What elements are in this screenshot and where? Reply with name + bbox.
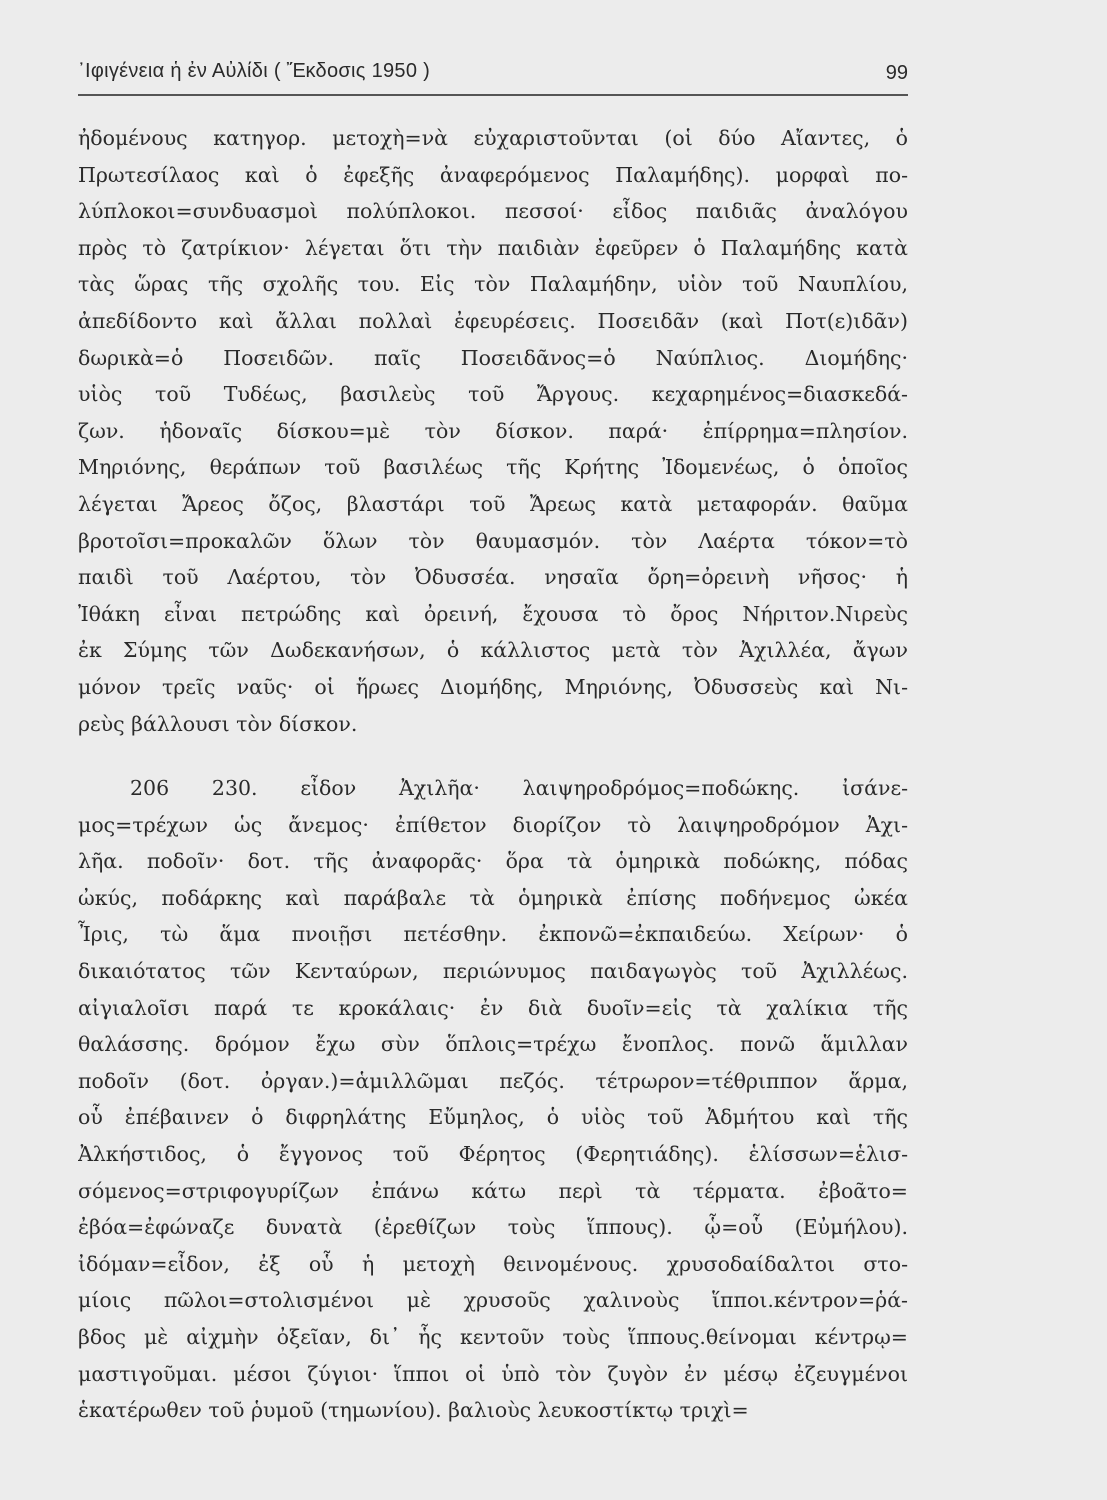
text-line: Μηριόνης, θεράπων τοῦ βασιλέως τῆς Κρήτης Ἰδομενέως, ὁ ὁποῖος bbox=[78, 455, 908, 480]
text-line: ποδοῖν (δοτ. ὀργαν.)=ἁμιλλῶμαι πεζός. τέτρωρον=τέθριππον ἅρμα, bbox=[78, 1068, 908, 1093]
text-line: λῆα. ποδοῖν· δοτ. τῆς ἀναφορᾶς· ὅρα τὰ ὁμηρικὰ ποδώκης, πόδας bbox=[78, 849, 908, 874]
text-line: Ἶρις, τὼ ἅμα πνοιῇσι πετέσθην. ἐκπονῶ=ἐκπαιδεύω. Χείρων· ὁ bbox=[78, 922, 908, 947]
text-line: τὰς ὥρας τῆς σχολῆς του. Εἰς τὸν Παλαμήδην, υἱὸν τοῦ Ναυπλίου, bbox=[78, 272, 908, 297]
text-line: ὠκύς, ποδάρκης καὶ παράβαλε τὰ ὁμηρικὰ ἐπίσης ποδήνεμος ὠκέα bbox=[78, 885, 908, 910]
text-line: Ἰθάκη εἶναι πετρώδης καὶ ὀρεινή, ἔχουσα τὸ ὄρος Νήριτον.Νιρεὺς bbox=[78, 601, 908, 626]
text-line: αἰγιαλοῖσι παρά τε κροκάλαις· ἐν διὰ δυοῖν=εἰς τὰ χαλίκια τῆς bbox=[78, 995, 908, 1020]
text-line: θαλάσσης. δρόμον ἔχω σὺν ὅπλοις=τρέχω ἔνοπλος. πονῶ ἅμιλλαν bbox=[78, 1032, 908, 1057]
text-line: βροτοῖσι=προκαλῶν ὅλων τὸν θαυμασμόν. τὸν Λαέρτα τόκον=τὸ bbox=[78, 528, 908, 553]
text-line: Πρωτεσίλαος καὶ ὁ ἐφεξῆς ἀναφερόμενος Παλαμήδης). μορφαὶ πο- bbox=[78, 162, 908, 187]
text-line: πρὸς τὸ ζατρίκιον· λέγεται ὅτι τὴν παιδιὰν ἐφεῦρεν ὁ Παλαμήδης κατὰ bbox=[78, 235, 908, 260]
running-header bbox=[78, 58, 908, 90]
text-line: λέγεται Ἄρεος ὄζος, βλαστάρι τοῦ Ἄρεως κατὰ μεταφοράν. θαῦμα bbox=[78, 491, 908, 516]
text-line: δωρικὰ=ὁ Ποσειδῶν. παῖς Ποσειδᾶνος=ὁ Ναύπλιος. Διομήδης· bbox=[78, 345, 908, 370]
text-line: παιδὶ τοῦ Λαέρτου, τὸν Ὀδυσσέα. νησαῖα ὄρη=ὀρεινὴ νῆσος· ἡ bbox=[78, 565, 908, 590]
text-line: σόμενος=στριφογυρίζων ἐπάνω κάτω περὶ τὰ τέρματα. ἐβοᾶτο= bbox=[78, 1178, 908, 1203]
commentary-paragraph-2 bbox=[78, 770, 908, 1429]
text-line: μος=τρέχων ὡς ἄνεμος· ἐπίθετον διορίζον τὸ λαιψηροδρόμον Ἀχι- bbox=[78, 812, 908, 837]
text-line: ἐβόα=ἐφώναζε δυνατὰ (ἐρεθίζων τοὺς ἵππους). ᾧ=οὗ (Εὐμήλου). bbox=[78, 1215, 908, 1240]
text-line: λύπλοκοι=συνδυασμοὶ πολύπλοκοι. πεσσοί· εἶδος παιδιᾶς ἀναλόγου bbox=[78, 199, 908, 224]
text-line: δικαιότατος τῶν Κενταύρων, περιώνυμος παιδαγωγὸς τοῦ Ἀχιλλέως. bbox=[78, 959, 908, 984]
text-line: 206 230. εἶδον Ἀχιλῆα· λαιψηροδρόμος=ποδώκης. ἰσάνε- bbox=[130, 776, 908, 801]
text-line: Ἀλκήστιδος, ὁ ἔγγονος τοῦ Φέρητος (Φερητιάδης). ἑλίσσων=ἑλισ- bbox=[78, 1142, 908, 1167]
text-line: μαστιγοῦμαι. μέσοι ζύγιοι· ἵπποι οἱ ὑπὸ τὸν ζυγὸν ἐν μέσῳ ἐζευγμένοι bbox=[78, 1361, 908, 1386]
text-line: οὗ ἐπέβαινεν ὁ διφρηλάτης Εὔμηλος, ὁ υἱὸς τοῦ Ἀδμήτου καὶ τῆς bbox=[78, 1105, 908, 1130]
paragraph-gap bbox=[78, 742, 908, 770]
body-text bbox=[78, 120, 908, 1429]
page-number: 99 bbox=[885, 62, 908, 84]
text-line: ἐκ Σύμης τῶν Δωδεκανήσων, ὁ κάλλιστος μετὰ τὸν Ἀχιλλέα, ἄγων bbox=[78, 638, 908, 663]
commentary-paragraph-1 bbox=[78, 120, 908, 742]
text-line: ἑκατέρωθεν τοῦ ῥυμοῦ (τημωνίου). βαλιοὺς λευκοστίκτῳ τριχὶ= bbox=[78, 1398, 749, 1423]
text-line: βδος μὲ αἰχμὴν ὀξεῖαν, δι᾿ ἧς κεντοῦν τοὺς ἵππους.θείνομαι κέντρῳ= bbox=[78, 1325, 908, 1349]
text-line: μόνον τρεῖς ναῦς· οἱ ἥρωες Διομήδης, Μηριόνης, Ὀδυσσεὺς καὶ Νι- bbox=[78, 674, 908, 699]
text-line: ζων. ἡδοναῖς δίσκου=μὲ τὸν δίσκον. παρά· ἐπίρρημα=πλησίον. bbox=[78, 418, 908, 443]
text-line: υἱὸς τοῦ Τυδέως, βασιλεὺς τοῦ Ἄργους. κεχαρημένος=διασκεδά- bbox=[78, 382, 908, 407]
text-line: ἠδομένους κατηγορ. μετοχὴ=νὰ εὐχαριστοῦνται (οἱ δύο Αἴαντες, ὁ bbox=[78, 126, 908, 150]
header-title: ᾿Ιφιγένεια ἡ ἐν Αὐλίδι ( Ἔκδοσις 1950 ) bbox=[78, 60, 431, 82]
header-rule bbox=[78, 94, 908, 96]
text-line: ρεὺς βάλλουσι τὸν δίσκον. bbox=[78, 711, 358, 736]
text-line: ἀπεδίδοντο καὶ ἄλλαι πολλαὶ ἐφευρέσεις. Ποσειδᾶν (καὶ Ποτ(ε)ιδᾶν) bbox=[78, 308, 908, 333]
text-line: μίοις πῶλοι=στολισμένοι μὲ χρυσοῦς χαλινοὺς ἵπποι.κέντρον=ῥά- bbox=[78, 1288, 908, 1313]
text-line: ἰδόμαν=εἶδον, ἐξ οὗ ἡ μετοχὴ θεινομένους. χρυσοδαίδαλτοι στο- bbox=[78, 1251, 908, 1276]
